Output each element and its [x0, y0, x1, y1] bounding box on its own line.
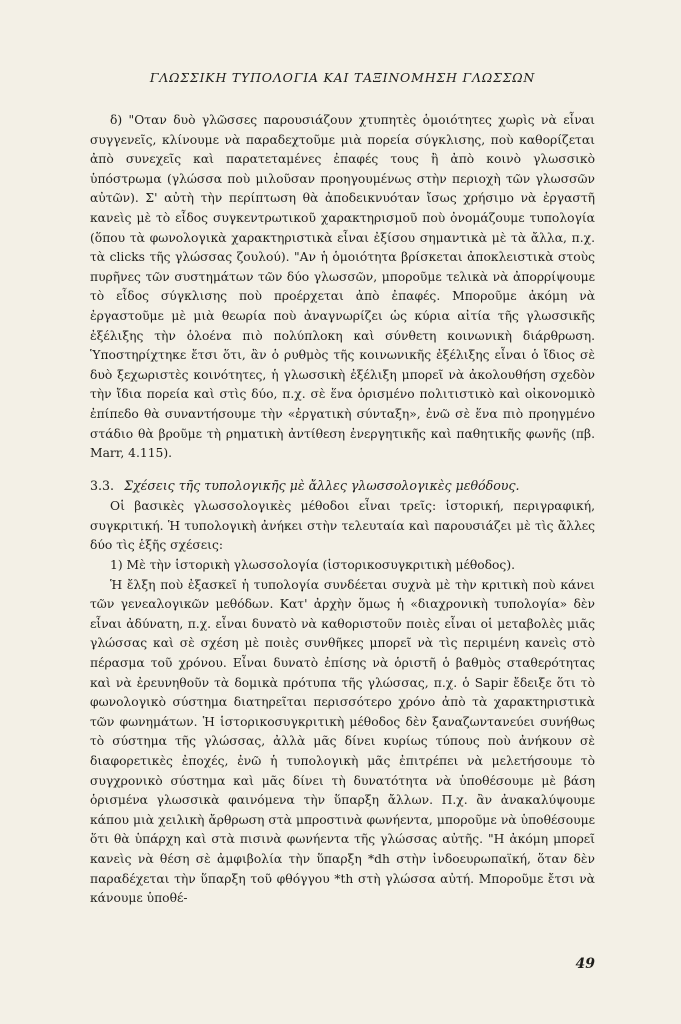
list-item-historical-linguistics: 1) Μὲ τὴν ἱστορικὴ γλωσσολογία (ἱστορικοσυγκριτικὴ μέθοδος).: [110, 558, 516, 573]
section-number: 3.3.: [90, 477, 115, 493]
paragraph-methods-intro: Οἱ βασικὲς γλωσσολογικὲς μέθοδοι εἶναι τρεῖς: ἱστορική, περιγραφική, συγκριτική. Ἡ τυπολογικὴ ἀνήκει στὴν τελευταία καὶ παρουσιάζει μὲ τὶς ἄλλες δύο τὶς ἑξῆς σχέσεις:: [90, 499, 595, 553]
running-head: ΓΛΩΣΣΙΚΗ ΤΥΠΟΛΟΓΙΑ ΚΑΙ ΤΑΞΙΝΟΜΗΣΗ ΓΛΩΣΣΩΝ: [149, 70, 536, 85]
paragraph-historical-relation: Ἡ ἔλξη ποὺ ἐξασκεῖ ἡ τυπολογία συνδέεται συχνὰ μὲ τὴν κριτικὴ ποὺ κάνει τῶν γενεαλογικῶν μεθόδων. Κατ' ἀρχὴν ὅμως ἡ «διαχρονικὴ τυπολογία» δὲν εἶναι ἀδύνατη, π.χ. εἶναι δυνατὸ νὰ καθοριστοῦν ποιὲς εἶναι οἱ μεταβολὲς μιᾶς γλώσσας καὶ σὲ σχέση μὲ ποιὲς συνθῆκες μπορεῖ νὰ τὶς περιμένη κανεὶς στὸ πέρασμα τοῦ χρόνου. Εἶναι δυνατὸ ἐπίσης νὰ ὁριστῆ ὁ βαθμὸς σταθερότητας καὶ νὰ ἐρευνηθοῦν τὰ δομικὰ πρότυπα τῆς γλώσσας, π.χ. ὁ Sapir ἔδειξε ὅτι τὸ φωνολογικὸ σύστημα διατηρεῖται περισσότερο χρόνο ἀπὸ τὰ χαρακτηριστικὰ τῶν φωνημάτων. Ἡ ἱστορικοσυγκριτικὴ μέθοδος δὲν ξαναζωντανεύει συνήθως τὸ σύστημα τῆς γλώσσας, ἀλλὰ μᾶς δίνει κυρίως τύπους ποὺ ἀνήκουν σὲ διαφορετικὲς ἐποχές, ἐνῶ ἡ τυπολογικὴ μᾶς ἐπιτρέπει νὰ μελετήσουμε τὸ συγχρονικὸ σύστημα καὶ μᾶς δίνει τὴ δυνατότητα νὰ ὑποθέσουμε μὲ βάση ὁρισμένα γλωσσικὰ φαινόμενα τὴν ὕπαρξη ἄλλων. Π.χ. ἂν ἀνακαλύψουμε κάπου μιὰ χειλικὴ ἄρθρωση στὰ μπροστινὰ φωνήεντα, μποροῦμε νὰ ὑποθέσουμε ὅτι θὰ ὑπάρχη καὶ στὰ πισινὰ φωνήεντα τῆς γλώσσας αὐτῆς. "Η ἀκόμη μπορεῖ κανεὶς νὰ θέση σὲ ἀμφιβολία τὴν ὕπαρξη *dh στὴν ἰνδοευρωπαϊκή, ὅταν δὲν παραδέχεται τὴν ὕπαρξη τοῦ φθόγγου *th στὴ γλώσσα αὐτή. Μποροῦμε ἔτσι νὰ κάνουμε ὑποθέ-: [90, 577, 595, 906]
paragraph-convergence: δ) "Οταν δυὸ γλῶσσες παρουσιάζουν χτυπητὲς ὁμοιότητες χωρὶς νὰ εἶναι συγγενεῖς, κλίνουμε νὰ παραδεχτοῦμε μιὰ πορεία σύγκλισης, ποὺ καθορίζεται ἀπὸ συνεχεῖς καὶ παρατεταμένες ἐπαφές τους ἢ ἀπὸ κοινὸ γλωσσικὸ ὑπόστρωμα (γλώσσα ποὺ μιλοῦσαν προηγουμένως στὴν περιοχὴ τῶν γλωσσῶν αὐτῶν). Σ' αὐτὴ τὴν περίπτωση θὰ ἀποδεικνυόταν ἴσως χρήσιμο νὰ ἐργαστῆ κανεὶς μὲ τὸ εἶδος συγκεντρωτικοῦ χαρακτηρισμοῦ ποὺ ὀνομάζουμε τυπολογία (ὅπου τὰ φωνολογικὰ χαρακτηριστικὰ εἶναι ἐξίσου σημαντικὰ μὲ τὰ ἄλλα, π.χ. τὰ clicks τῆς γλώσσας ζουλού). "Αν ἡ ὁμοιότητα βρίσκεται ἀποκλειστικὰ στοὺς πυρῆνες τῶν συστημάτων τῶν δύο γλωσσῶν, μποροῦμε τελικὰ νὰ ἀπορρίψουμε τὸ εἶδος σύγκλισης ποὺ προέρχεται ἀπὸ ἐπαφές. Μποροῦμε ἀκόμη νὰ ἐργαστοῦμε μὲ μιὰ θεωρία ποὺ ἀναγνωρίζει ὡς κύρια αἰτία τῆς γλωσσικῆς ἐξέλιξης τὴν ὁλοένα πιὸ πολύπλοκη καὶ σύνθετη κοινωνικὴ διάρθρωση. Ὑποστηρίχτηκε ἔτσι ὅτι, ἂν ὁ ρυθμὸς τῆς κοινωνικῆς ἐξέλιξης εἶναι ὁ ἴδιος σὲ δυὸ ξεχωριστὲς κοινότητες, ἡ γλωσσικὴ ἐξέλιξη μπορεῖ νὰ ἀκολουθήση σχεδὸν τὴν ἴδια πορεία καὶ στὶς δύο, π.χ. σὲ ἕνα ὁρισμένο πολιτιστικὸ καὶ οἰκονομικὸ ἐπίπεδο θὰ συναντήσουμε τὴν «ἐργατικὴ σύνταξη», ἐνῶ σὲ ἕνα πιὸ προηγμένο στάδιο θὰ βροῦμε τὴ ρηματικὴ ἀντίθεση ἐνεργητικῆς καὶ παθητικῆς φωνῆς (πβ. Marr, 4.115).: [90, 113, 595, 461]
page-number: 49: [575, 956, 595, 972]
section-heading: [90, 476, 595, 496]
section-title: Σχέσεις τῆς τυπολογικῆς μὲ ἄλλες γλωσσολογικὲς μεθόδους.: [124, 477, 520, 493]
